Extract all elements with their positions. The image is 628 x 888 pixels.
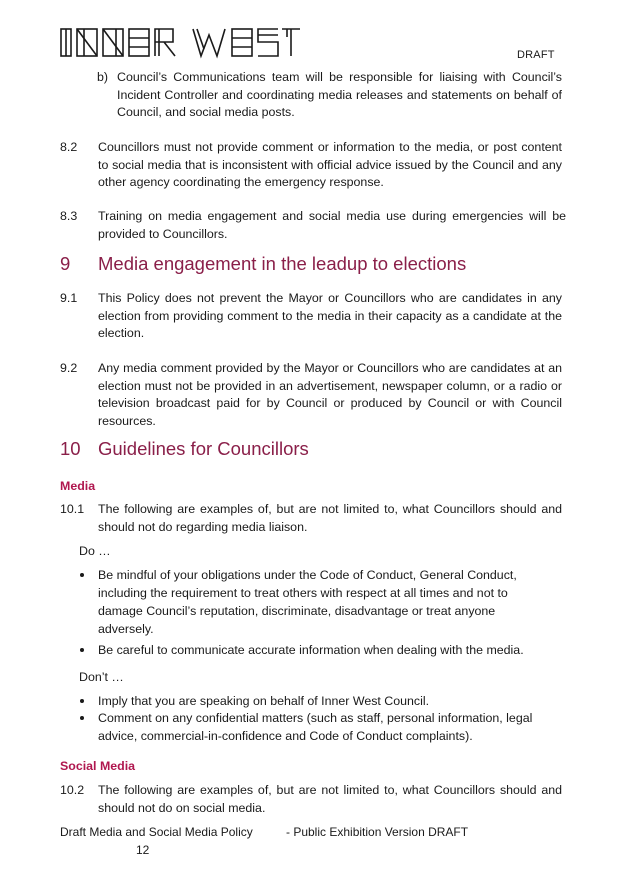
do-item-1-text: Be mindful of your obligations under the Code of Conduct, General Conduct, including the requirement to treat others with respect at all times and not to damage Council’s reputation, discriminate, disadvantage or treat anyone adversely.	[98, 568, 517, 636]
clause-9-2-text: Any media comment provided by the Mayor or Councillors who are candidates at an election must not be provided in an advertisement, newspaper column, or a radio or television broadcast paid for by Council or produced by Council or with Council resources.	[98, 361, 562, 428]
bullet-dot-icon	[80, 573, 84, 577]
dont-item-2-text: Comment on any confidential matters (such as staff, personal information, legal advice, commercial-in-confidence and Code of Conduct complaints).	[98, 711, 533, 743]
clause-8-2-text: Councillors must not provide comment or information to the media, or post content to social media that is inconsistent with official advice issued by the Council and any other agency coordinating the emergency response.	[98, 140, 562, 190]
dont-item-1	[98, 692, 562, 710]
bullet-dot-icon	[80, 648, 84, 652]
clause-10-2-text: The following are examples of, but are not limited to, what Councillors should and should not do on social media.	[98, 783, 562, 815]
clause-9-1-number: 9.1	[60, 291, 78, 305]
do-item-2-text: Be careful to communicate accurate information when dealing with the media.	[98, 643, 524, 657]
item-b-label: b)	[97, 70, 109, 84]
draft-watermark-label: DRAFT	[517, 49, 555, 61]
item-b-text: Council’s Communications team will be responsible for liaising with Council’s Incident Controller and coordinating media releases and statements on behalf of Council, and social media posts.	[117, 70, 562, 120]
clause-9-2-number: 9.2	[60, 361, 78, 375]
page-number: 12	[136, 843, 150, 857]
clause-10-2-number: 10.2	[60, 783, 85, 797]
footer-document-title: Draft Media and Social Media Policy	[60, 825, 253, 839]
do-item-2	[98, 641, 562, 659]
bullet-dot-icon	[80, 699, 84, 703]
clause-8-3-text: Training on media engagement and social media use during emergencies will be provided to Councillors.	[98, 209, 566, 241]
clause-10-1-number: 10.1	[60, 502, 85, 516]
section-10-number: 10	[60, 438, 81, 459]
inner-west-logo	[60, 27, 300, 64]
section-10-heading: Guidelines for Councillors	[98, 438, 309, 459]
section-9-number: 9	[60, 253, 71, 274]
bullet-dot-icon	[80, 716, 84, 720]
dont-item-1-text: Imply that you are speaking on behalf of Inner West Council.	[98, 694, 430, 708]
dont-item-2	[98, 709, 566, 745]
clause-8-2-number: 8.2	[60, 140, 78, 154]
footer-version: - Public Exhibition Version DRAFT	[286, 825, 469, 839]
dont-label: Don’t …	[79, 670, 124, 684]
clause-9-1-text: This Policy does not prevent the Mayor or Councillors who are candidates in any election from providing comment to the media in their capacity as a candidate at the election.	[98, 291, 562, 341]
do-item-1	[98, 566, 540, 638]
media-subheading: Media	[60, 479, 96, 493]
social-media-subheading: Social Media	[60, 759, 136, 773]
clause-8-3-number: 8.3	[60, 209, 78, 223]
section-9-heading: Media engagement in the leadup to elections	[98, 253, 467, 274]
do-label: Do …	[79, 544, 111, 558]
clause-10-1-text: The following are examples of, but are not limited to, what Councillors should and should not do regarding media liaison.	[98, 502, 562, 534]
